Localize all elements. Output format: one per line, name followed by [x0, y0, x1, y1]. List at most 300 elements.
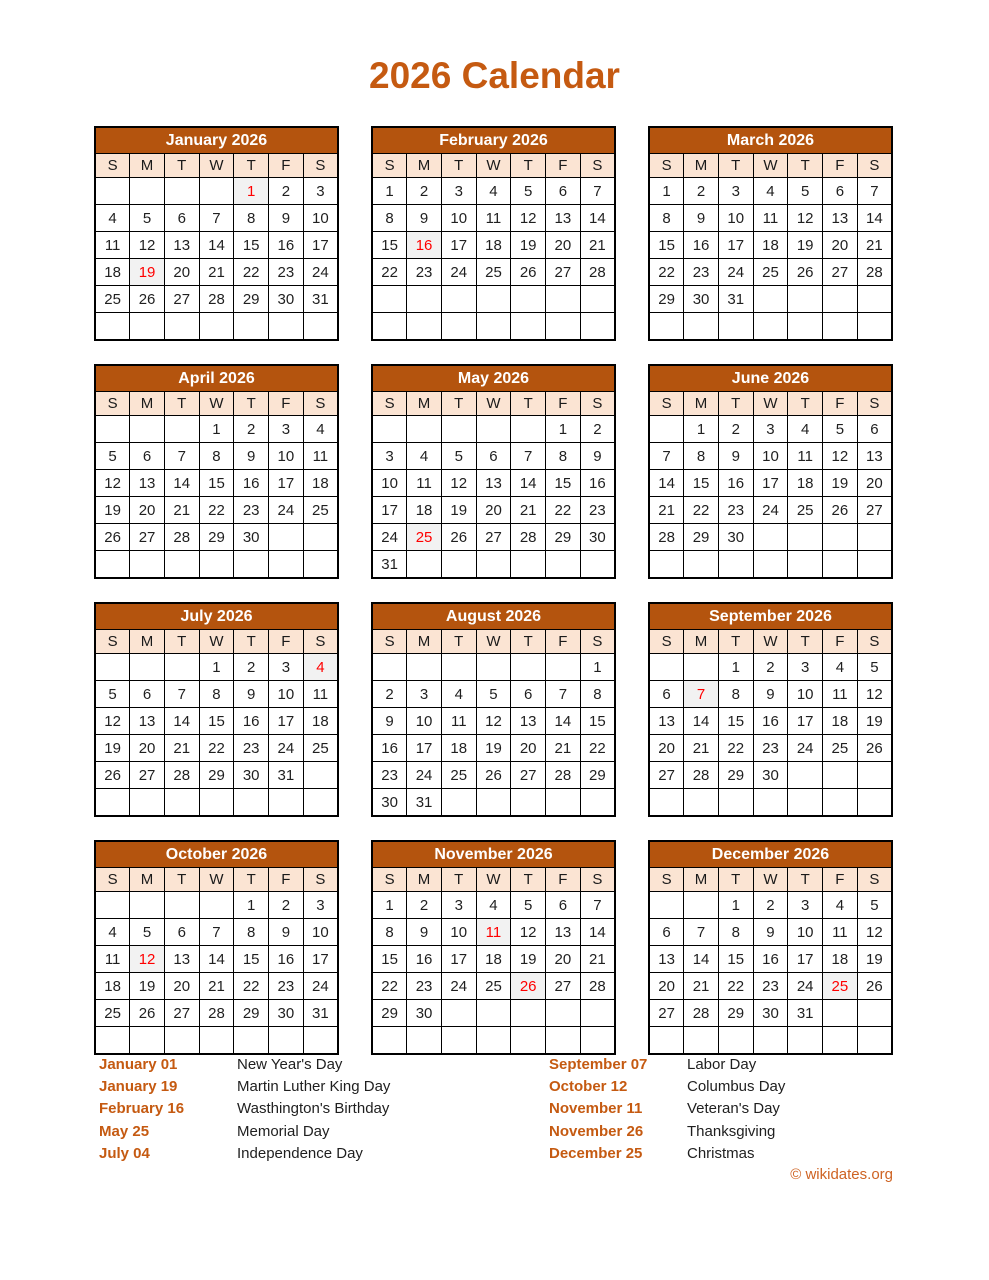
day-cell-march-11: 11 — [753, 205, 788, 232]
day-cell-september-16: 16 — [753, 708, 788, 735]
day-cell-empty — [199, 178, 234, 205]
day-cell-november-5: 5 — [511, 892, 546, 919]
day-of-week-header: T — [234, 868, 269, 892]
day-cell-empty — [199, 1027, 234, 1055]
day-cell-march-27: 27 — [823, 259, 858, 286]
holiday-date: February 16 — [99, 1100, 185, 1118]
day-cell-august-27: 27 — [511, 762, 546, 789]
day-cell-december-8: 8 — [718, 919, 753, 946]
month-title-february: February 2026 — [372, 127, 615, 154]
day-cell-september-11: 11 — [823, 681, 858, 708]
day-of-week-header: T — [164, 630, 199, 654]
day-cell-august-7: 7 — [546, 681, 581, 708]
day-cell-may-2: 2 — [580, 416, 615, 443]
day-cell-empty — [684, 892, 719, 919]
day-of-week-header: S — [372, 392, 407, 416]
day-cell-march-18: 18 — [753, 232, 788, 259]
day-cell-november-27: 27 — [546, 973, 581, 1000]
day-cell-october-10: 10 — [303, 919, 338, 946]
day-of-week-header: F — [546, 154, 581, 178]
day-cell-september-21: 21 — [684, 735, 719, 762]
day-cell-february-23: 23 — [407, 259, 442, 286]
day-cell-july-14: 14 — [164, 708, 199, 735]
day-cell-december-17: 17 — [788, 946, 823, 973]
day-cell-june-6: 6 — [857, 416, 892, 443]
day-cell-empty — [441, 313, 476, 341]
day-cell-november-9: 9 — [407, 919, 442, 946]
day-of-week-header: S — [372, 154, 407, 178]
day-cell-october-27: 27 — [164, 1000, 199, 1027]
day-cell-june-16: 16 — [718, 470, 753, 497]
day-cell-empty — [857, 1027, 892, 1055]
day-cell-july-27: 27 — [130, 762, 165, 789]
day-cell-february-16: 16 — [407, 232, 442, 259]
day-cell-empty — [372, 313, 407, 341]
day-cell-april-24: 24 — [269, 497, 304, 524]
day-of-week-header: F — [269, 154, 304, 178]
day-cell-october-7: 7 — [199, 919, 234, 946]
day-cell-september-19: 19 — [857, 708, 892, 735]
day-cell-may-10: 10 — [372, 470, 407, 497]
day-cell-empty — [649, 1027, 684, 1055]
day-cell-november-18: 18 — [476, 946, 511, 973]
holiday-name: Columbus Day — [687, 1078, 786, 1096]
day-cell-may-22: 22 — [546, 497, 581, 524]
day-of-week-header: F — [269, 868, 304, 892]
day-cell-april-9: 9 — [234, 443, 269, 470]
day-cell-september-14: 14 — [684, 708, 719, 735]
day-cell-empty — [269, 313, 304, 341]
day-cell-december-24: 24 — [788, 973, 823, 1000]
day-cell-august-11: 11 — [441, 708, 476, 735]
day-of-week-header: M — [130, 868, 165, 892]
day-cell-march-22: 22 — [649, 259, 684, 286]
day-cell-november-2: 2 — [407, 892, 442, 919]
day-cell-empty — [95, 789, 130, 817]
day-cell-empty — [580, 1000, 615, 1027]
day-cell-may-8: 8 — [546, 443, 581, 470]
day-cell-empty — [130, 416, 165, 443]
month-calendar-january — [94, 126, 339, 341]
day-cell-january-21: 21 — [199, 259, 234, 286]
day-cell-january-2: 2 — [269, 178, 304, 205]
day-cell-february-14: 14 — [580, 205, 615, 232]
day-of-week-header: S — [580, 392, 615, 416]
day-cell-empty — [580, 313, 615, 341]
day-cell-september-5: 5 — [857, 654, 892, 681]
day-cell-empty — [269, 789, 304, 817]
day-cell-empty — [372, 286, 407, 313]
day-cell-empty — [407, 551, 442, 579]
day-of-week-header: W — [753, 868, 788, 892]
day-cell-december-7: 7 — [684, 919, 719, 946]
day-cell-april-16: 16 — [234, 470, 269, 497]
day-cell-may-27: 27 — [476, 524, 511, 551]
day-cell-empty — [823, 313, 858, 341]
day-cell-may-30: 30 — [580, 524, 615, 551]
day-of-week-header: F — [546, 392, 581, 416]
day-cell-empty — [823, 1000, 858, 1027]
day-cell-august-28: 28 — [546, 762, 581, 789]
day-cell-empty — [130, 551, 165, 579]
day-cell-february-12: 12 — [511, 205, 546, 232]
day-of-week-header: T — [164, 392, 199, 416]
day-of-week-header: T — [718, 392, 753, 416]
day-cell-february-9: 9 — [407, 205, 442, 232]
day-of-week-header: S — [303, 392, 338, 416]
holiday-legend-left-column — [99, 1053, 549, 1165]
day-cell-may-19: 19 — [441, 497, 476, 524]
day-cell-september-1: 1 — [718, 654, 753, 681]
day-cell-august-31: 31 — [407, 789, 442, 817]
day-cell-empty — [511, 551, 546, 579]
day-cell-july-28: 28 — [164, 762, 199, 789]
day-cell-june-7: 7 — [649, 443, 684, 470]
day-cell-empty — [476, 286, 511, 313]
day-cell-empty — [511, 313, 546, 341]
day-cell-february-11: 11 — [476, 205, 511, 232]
day-cell-august-22: 22 — [580, 735, 615, 762]
day-cell-april-4: 4 — [303, 416, 338, 443]
holiday-name: Wasthington's Birthday — [237, 1100, 390, 1118]
day-cell-july-21: 21 — [164, 735, 199, 762]
day-of-week-header: M — [684, 392, 719, 416]
day-cell-february-7: 7 — [580, 178, 615, 205]
day-cell-march-15: 15 — [649, 232, 684, 259]
day-cell-empty — [511, 416, 546, 443]
day-cell-august-18: 18 — [441, 735, 476, 762]
day-cell-january-16: 16 — [269, 232, 304, 259]
day-cell-empty — [580, 286, 615, 313]
day-cell-october-28: 28 — [199, 1000, 234, 1027]
day-cell-november-15: 15 — [372, 946, 407, 973]
day-cell-may-31: 31 — [372, 551, 407, 579]
day-cell-september-28: 28 — [684, 762, 719, 789]
day-cell-empty — [580, 789, 615, 817]
day-cell-empty — [441, 1027, 476, 1055]
copyright-link[interactable]: © wikidates.org — [790, 1166, 893, 1183]
day-cell-empty — [546, 1027, 581, 1055]
day-of-week-header: F — [823, 630, 858, 654]
day-cell-empty — [546, 286, 581, 313]
day-cell-december-1: 1 — [718, 892, 753, 919]
day-cell-empty — [372, 416, 407, 443]
day-cell-empty — [718, 551, 753, 579]
day-cell-january-12: 12 — [130, 232, 165, 259]
day-cell-march-31: 31 — [718, 286, 753, 313]
day-cell-january-10: 10 — [303, 205, 338, 232]
day-cell-december-14: 14 — [684, 946, 719, 973]
day-cell-empty — [753, 313, 788, 341]
day-cell-october-14: 14 — [199, 946, 234, 973]
day-cell-empty — [95, 892, 130, 919]
day-cell-december-23: 23 — [753, 973, 788, 1000]
day-cell-january-29: 29 — [234, 286, 269, 313]
day-cell-december-22: 22 — [718, 973, 753, 1000]
holiday-legend-row — [99, 1098, 549, 1120]
day-of-week-header: S — [372, 868, 407, 892]
day-of-week-header: F — [546, 868, 581, 892]
day-cell-empty — [269, 524, 304, 551]
day-cell-april-17: 17 — [269, 470, 304, 497]
day-cell-january-22: 22 — [234, 259, 269, 286]
day-cell-september-12: 12 — [857, 681, 892, 708]
day-cell-empty — [649, 789, 684, 817]
day-cell-september-10: 10 — [788, 681, 823, 708]
day-of-week-header: S — [580, 154, 615, 178]
holiday-name: New Year's Day — [237, 1055, 343, 1073]
day-cell-january-7: 7 — [199, 205, 234, 232]
day-cell-january-4: 4 — [95, 205, 130, 232]
day-of-week-header: S — [303, 868, 338, 892]
day-cell-november-1: 1 — [372, 892, 407, 919]
day-cell-january-26: 26 — [130, 286, 165, 313]
day-cell-empty — [788, 789, 823, 817]
day-cell-september-18: 18 — [823, 708, 858, 735]
day-of-week-header: M — [130, 154, 165, 178]
day-of-week-header: S — [649, 868, 684, 892]
day-cell-february-5: 5 — [511, 178, 546, 205]
day-of-week-header: W — [476, 630, 511, 654]
day-cell-empty — [95, 654, 130, 681]
day-cell-june-8: 8 — [684, 443, 719, 470]
day-cell-january-13: 13 — [164, 232, 199, 259]
day-cell-july-8: 8 — [199, 681, 234, 708]
day-cell-empty — [580, 1027, 615, 1055]
day-cell-empty — [130, 178, 165, 205]
day-cell-empty — [823, 1027, 858, 1055]
day-cell-june-29: 29 — [684, 524, 719, 551]
day-cell-november-25: 25 — [476, 973, 511, 1000]
day-cell-november-28: 28 — [580, 973, 615, 1000]
month-title-november: November 2026 — [372, 841, 615, 868]
day-cell-empty — [234, 1027, 269, 1055]
day-cell-may-24: 24 — [372, 524, 407, 551]
day-cell-empty — [441, 1000, 476, 1027]
day-cell-empty — [199, 789, 234, 817]
month-title-october: October 2026 — [95, 841, 338, 868]
day-of-week-header: S — [372, 630, 407, 654]
day-of-week-header: S — [649, 154, 684, 178]
day-cell-empty — [546, 313, 581, 341]
day-cell-september-20: 20 — [649, 735, 684, 762]
day-cell-october-1: 1 — [234, 892, 269, 919]
day-cell-empty — [788, 762, 823, 789]
day-cell-november-6: 6 — [546, 892, 581, 919]
day-cell-december-12: 12 — [857, 919, 892, 946]
month-calendar-october — [94, 840, 339, 1055]
day-cell-february-2: 2 — [407, 178, 442, 205]
day-cell-empty — [164, 892, 199, 919]
day-cell-october-23: 23 — [269, 973, 304, 1000]
holiday-date: July 04 — [99, 1145, 150, 1163]
day-cell-february-1: 1 — [372, 178, 407, 205]
day-cell-april-25: 25 — [303, 497, 338, 524]
day-cell-february-6: 6 — [546, 178, 581, 205]
day-cell-november-16: 16 — [407, 946, 442, 973]
day-cell-october-11: 11 — [95, 946, 130, 973]
holiday-name: Labor Day — [687, 1055, 757, 1073]
day-cell-june-3: 3 — [753, 416, 788, 443]
day-cell-october-2: 2 — [269, 892, 304, 919]
day-of-week-header: W — [753, 154, 788, 178]
day-cell-november-14: 14 — [580, 919, 615, 946]
day-cell-july-4: 4 — [303, 654, 338, 681]
day-cell-may-1: 1 — [546, 416, 581, 443]
day-cell-december-6: 6 — [649, 919, 684, 946]
month-title-august: August 2026 — [372, 603, 615, 630]
day-cell-july-16: 16 — [234, 708, 269, 735]
day-of-week-header: T — [511, 630, 546, 654]
day-cell-july-6: 6 — [130, 681, 165, 708]
day-cell-empty — [684, 551, 719, 579]
day-cell-june-28: 28 — [649, 524, 684, 551]
day-cell-july-15: 15 — [199, 708, 234, 735]
day-cell-april-14: 14 — [164, 470, 199, 497]
holiday-date: October 12 — [549, 1078, 628, 1096]
day-cell-march-6: 6 — [823, 178, 858, 205]
day-cell-july-1: 1 — [199, 654, 234, 681]
day-cell-empty — [753, 1027, 788, 1055]
day-cell-march-14: 14 — [857, 205, 892, 232]
day-cell-empty — [199, 892, 234, 919]
day-cell-empty — [303, 524, 338, 551]
day-cell-may-4: 4 — [407, 443, 442, 470]
day-cell-august-23: 23 — [372, 762, 407, 789]
day-cell-october-24: 24 — [303, 973, 338, 1000]
day-of-week-header: M — [130, 392, 165, 416]
day-cell-empty — [788, 551, 823, 579]
day-cell-march-5: 5 — [788, 178, 823, 205]
day-cell-october-4: 4 — [95, 919, 130, 946]
day-cell-april-26: 26 — [95, 524, 130, 551]
day-cell-october-16: 16 — [269, 946, 304, 973]
day-cell-july-23: 23 — [234, 735, 269, 762]
day-cell-september-29: 29 — [718, 762, 753, 789]
day-cell-march-19: 19 — [788, 232, 823, 259]
month-title-june: June 2026 — [649, 365, 892, 392]
day-cell-empty — [234, 313, 269, 341]
day-cell-january-5: 5 — [130, 205, 165, 232]
day-cell-september-30: 30 — [753, 762, 788, 789]
holiday-legend-row — [549, 1143, 899, 1165]
day-cell-december-13: 13 — [649, 946, 684, 973]
day-cell-june-18: 18 — [788, 470, 823, 497]
day-cell-april-10: 10 — [269, 443, 304, 470]
day-cell-june-10: 10 — [753, 443, 788, 470]
day-cell-empty — [476, 789, 511, 817]
day-cell-june-25: 25 — [788, 497, 823, 524]
day-cell-february-10: 10 — [441, 205, 476, 232]
day-cell-empty — [95, 1027, 130, 1055]
day-cell-august-1: 1 — [580, 654, 615, 681]
day-cell-january-17: 17 — [303, 232, 338, 259]
day-cell-november-7: 7 — [580, 892, 615, 919]
day-cell-december-20: 20 — [649, 973, 684, 1000]
day-cell-october-6: 6 — [164, 919, 199, 946]
day-cell-august-13: 13 — [511, 708, 546, 735]
day-cell-empty — [269, 551, 304, 579]
day-cell-august-24: 24 — [407, 762, 442, 789]
day-of-week-header: T — [718, 630, 753, 654]
day-cell-december-10: 10 — [788, 919, 823, 946]
day-cell-october-15: 15 — [234, 946, 269, 973]
day-cell-empty — [546, 551, 581, 579]
month-title-september: September 2026 — [649, 603, 892, 630]
month-calendar-december — [648, 840, 893, 1055]
day-cell-empty — [788, 1027, 823, 1055]
day-cell-january-31: 31 — [303, 286, 338, 313]
holiday-date: December 25 — [549, 1145, 643, 1163]
day-cell-april-12: 12 — [95, 470, 130, 497]
day-of-week-header: S — [649, 630, 684, 654]
holiday-legend-right-column — [549, 1053, 899, 1165]
day-cell-march-3: 3 — [718, 178, 753, 205]
day-cell-january-8: 8 — [234, 205, 269, 232]
holiday-legend — [99, 1053, 899, 1165]
holiday-name: Thanksgiving — [687, 1122, 776, 1140]
day-cell-september-23: 23 — [753, 735, 788, 762]
day-cell-empty — [857, 313, 892, 341]
day-cell-january-18: 18 — [95, 259, 130, 286]
day-cell-march-16: 16 — [684, 232, 719, 259]
day-cell-march-9: 9 — [684, 205, 719, 232]
day-cell-april-29: 29 — [199, 524, 234, 551]
day-cell-november-4: 4 — [476, 892, 511, 919]
holiday-name: Veteran's Day — [687, 1100, 780, 1118]
day-cell-september-4: 4 — [823, 654, 858, 681]
day-cell-october-18: 18 — [95, 973, 130, 1000]
day-cell-september-17: 17 — [788, 708, 823, 735]
day-cell-september-8: 8 — [718, 681, 753, 708]
day-cell-empty — [303, 762, 338, 789]
day-cell-march-29: 29 — [649, 286, 684, 313]
day-cell-empty — [684, 654, 719, 681]
day-cell-may-28: 28 — [511, 524, 546, 551]
day-cell-july-17: 17 — [269, 708, 304, 735]
day-cell-empty — [441, 551, 476, 579]
day-cell-empty — [95, 551, 130, 579]
day-cell-empty — [441, 286, 476, 313]
day-of-week-header: W — [199, 630, 234, 654]
day-of-week-header: F — [546, 630, 581, 654]
day-cell-january-14: 14 — [199, 232, 234, 259]
day-cell-november-10: 10 — [441, 919, 476, 946]
day-cell-december-15: 15 — [718, 946, 753, 973]
day-cell-november-30: 30 — [407, 1000, 442, 1027]
day-cell-empty — [164, 178, 199, 205]
day-cell-september-24: 24 — [788, 735, 823, 762]
day-cell-empty — [164, 313, 199, 341]
day-of-week-header: W — [753, 392, 788, 416]
day-cell-empty — [407, 654, 442, 681]
day-cell-october-8: 8 — [234, 919, 269, 946]
day-of-week-header: W — [199, 392, 234, 416]
day-cell-may-7: 7 — [511, 443, 546, 470]
day-cell-january-20: 20 — [164, 259, 199, 286]
day-cell-may-21: 21 — [511, 497, 546, 524]
day-of-week-header: S — [857, 868, 892, 892]
month-calendar-february — [371, 126, 616, 341]
day-cell-empty — [130, 789, 165, 817]
day-cell-june-13: 13 — [857, 443, 892, 470]
months-grid — [94, 126, 895, 1055]
day-cell-march-13: 13 — [823, 205, 858, 232]
day-cell-august-16: 16 — [372, 735, 407, 762]
day-cell-june-27: 27 — [857, 497, 892, 524]
day-of-week-header: T — [441, 154, 476, 178]
day-of-week-header: T — [511, 868, 546, 892]
